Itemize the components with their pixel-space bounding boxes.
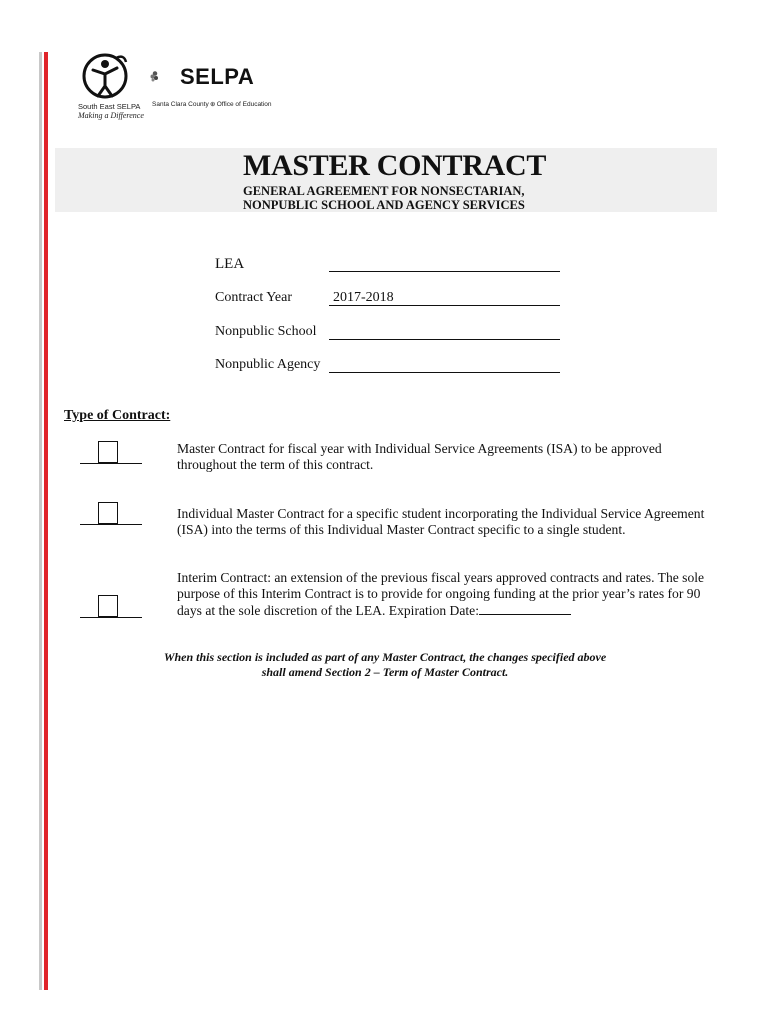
nonpublic-school-label: Nonpublic School — [215, 324, 317, 339]
individual-master-contract-option: Individual Master Contract for a specific student incorporating the Individual Service Agreement (ISA) into the terms of this Individual Master Contract specific to a single student. — [177, 506, 705, 537]
page-title: MASTER CONTRACT — [243, 149, 547, 182]
individual-master-contract-checkbox[interactable] — [98, 502, 118, 524]
nonpublic-agency-line — [329, 372, 560, 373]
master-contract-line — [80, 463, 142, 464]
contract-year-field[interactable]: 2017-2018 — [333, 290, 394, 305]
page-subtitle — [243, 184, 525, 212]
selpa-sub-left: Santa Clara County — [152, 101, 209, 108]
selpa-sub-right: Office of Education — [216, 101, 272, 108]
type-of-contract-heading: Type of Contract: — [64, 408, 171, 423]
contract-year-line — [329, 305, 560, 306]
nonpublic-agency-label: Nonpublic Agency — [215, 357, 321, 372]
subtitle-line-2: NONPUBLIC SCHOOL AND AGENCY SERVICES — [243, 198, 525, 212]
expiration-date-field[interactable] — [479, 602, 571, 615]
logo-caption — [78, 102, 144, 120]
amendment-note — [100, 650, 670, 680]
interim-contract-line — [80, 617, 142, 618]
contract-year-label: Contract Year — [215, 290, 292, 305]
interim-contract-text: Interim Contract: an extension of the previous fiscal years approved contracts and rates. The sole purpose of this Interim Contract is to provide for ongoing funding at the prior year’s rates for 90 days at the sole discretion of the LEA. Expiration Date: — [177, 570, 705, 618]
margin-rule-grey — [39, 52, 42, 990]
lea-line — [329, 271, 560, 272]
master-contract-checkbox[interactable] — [98, 441, 118, 463]
selpa-wordmark: SELPA — [180, 64, 255, 89]
subtitle-line-1: GENERAL AGREEMENT FOR NONSECTARIAN, — [243, 184, 525, 198]
selpa-subtitle — [152, 100, 272, 108]
selpa-flower-icon — [150, 62, 180, 92]
seal-icon: ⊕ — [210, 101, 216, 108]
individual-master-contract-line — [80, 524, 142, 525]
interim-contract-option — [177, 570, 707, 619]
logo-name: South East SELPA — [78, 102, 141, 111]
interim-contract-checkbox[interactable] — [98, 595, 118, 617]
note-line-2: shall amend Section 2 – Term of Master Contract. — [261, 665, 509, 679]
lea-label: LEA — [215, 256, 245, 272]
master-contract-option: Master Contract for fiscal year with Individual Service Agreements (ISA) to be approved throughout the term of this contract. — [177, 441, 662, 472]
margin-rule-red — [44, 52, 48, 990]
logo-tagline: Making a Difference — [78, 111, 144, 120]
nonpublic-school-line — [329, 339, 560, 340]
note-line-1: When this section is included as part of any Master Contract, the changes specified above — [163, 650, 607, 664]
